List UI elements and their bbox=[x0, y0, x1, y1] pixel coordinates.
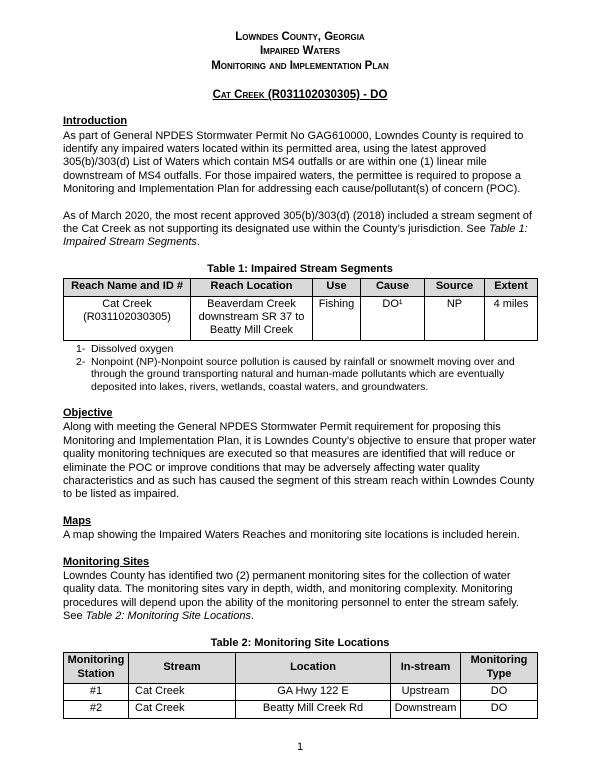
table2-title: Table 2: Monitoring Site Locations bbox=[210, 636, 390, 649]
table1-header-reach-location: Reach Location bbox=[191, 279, 313, 296]
introduction-paragraph-2-text: As of March 2020, the most recent approved 305(b)/303(d) (2018) included a stream segment of the Cat Creek as not supporting its designated use within the County’s jurisdiction. See bbox=[63, 209, 532, 235]
table2-header-monitoring-station: Monitoring Station bbox=[64, 653, 129, 684]
table2-cell-type-2: DO bbox=[461, 701, 538, 718]
header-line-plan: Monitoring and Implementation Plan bbox=[211, 59, 389, 72]
document-title-text: Cat Creek (R031102030305) - DO bbox=[212, 89, 388, 102]
objective-paragraph: Along with meeting the General NPDES Stormwater Permit requirement for proposing this Monitoring and Implementation Plan, it is Lowndes County’s objective to ensure that proper water quality monitoring techniques are executed so that measures are identified that will reduce or eliminate the POC or improve conditions that may be adversely affecting water quality characteristics and as such has caused the segment of this stream reach within Lowndes County to be listed as impaired. bbox=[63, 421, 537, 501]
table1-header-reach-name: Reach Name and ID # bbox=[64, 279, 191, 296]
table1-cell-reach-name: Cat Creek (R031102030305) bbox=[64, 296, 191, 340]
page-number: 1 bbox=[296, 741, 304, 754]
footnote-2 bbox=[76, 356, 537, 394]
table2-header-location: Location bbox=[236, 653, 391, 684]
table1-header-source: Source bbox=[425, 279, 485, 296]
table2-row-2 bbox=[64, 701, 538, 718]
table2-row-1 bbox=[64, 683, 538, 700]
header-line-impaired-waters: Impaired Waters bbox=[259, 45, 341, 58]
maps-paragraph: A map showing the Impaired Waters Reaches and monitoring site locations is included herein. bbox=[63, 529, 520, 542]
table1-header-row bbox=[64, 279, 538, 296]
table1-header-cause: Cause bbox=[361, 279, 425, 296]
footnote-1 bbox=[76, 343, 537, 356]
introduction-heading: Introduction bbox=[63, 115, 128, 128]
table2-header-stream: Stream bbox=[129, 653, 236, 684]
monitoring-sites-paragraph-end: . bbox=[250, 610, 255, 623]
table2-cell-stream-1: Cat Creek bbox=[129, 683, 236, 700]
introduction-paragraph-2 bbox=[63, 210, 537, 250]
table2-header-row bbox=[64, 653, 538, 684]
table1-header-extent: Extent bbox=[485, 279, 538, 296]
table2-cell-station-1: #1 bbox=[64, 683, 129, 700]
section-introduction bbox=[63, 115, 537, 250]
table2-cell-location-2: Beatty Mill Creek Rd bbox=[236, 701, 391, 718]
table1-footnotes bbox=[76, 343, 537, 394]
section-maps bbox=[63, 515, 537, 543]
table1-cell-extent: 4 miles bbox=[485, 296, 538, 340]
table1-cell-cause: DO¹ bbox=[361, 296, 425, 340]
table2-cell-stream-2: Cat Creek bbox=[129, 701, 236, 718]
objective-heading: Objective bbox=[63, 407, 113, 420]
section-monitoring-sites bbox=[63, 556, 537, 624]
table1-row-cat-creek bbox=[64, 296, 538, 340]
monitoring-sites-paragraph-text: Lowndes County has identified two (2) permanent monitoring sites for the collection of water quality data. The monitoring sites vary in depth, width, and monitoring complexity. Monitoring procedures will depend upon the ability of the monitoring personnel to enter the stream safely. See bbox=[63, 570, 519, 623]
footnote-2-marker: 2- bbox=[76, 355, 86, 368]
table2-cell-in-stream-1: Upstream bbox=[391, 683, 461, 700]
footnote-1-marker: 1- bbox=[76, 342, 86, 355]
monitoring-sites-heading: Monitoring Sites bbox=[63, 555, 150, 568]
footnote-2-text: Nonpoint (NP)-Nonpoint source pollution is caused by rainfall or snowmelt moving over and through the ground transporting natural and human-made pollutants which are eventually deposited into lakes, rivers, wetlands, coastal waters, and groundwaters. bbox=[91, 355, 515, 394]
table1-cell-reach-location: Beaverdam Creek downstream SR 37 to Beatty Mill Creek bbox=[191, 296, 313, 340]
footnote-1-text: Dissolved oxygen bbox=[91, 342, 174, 355]
table1-cell-source: NP bbox=[425, 296, 485, 340]
document-header bbox=[63, 30, 537, 73]
table2-cell-location-1: GA Hwy 122 E bbox=[236, 683, 391, 700]
table1-header-use: Use bbox=[313, 279, 361, 296]
introduction-paragraph-1: As part of General NPDES Stormwater Permit No GAG610000, Lowndes County is required to identify any impaired waters located within its permitted area, using the latest approved 305(b)/303(d) List of Waters which contain MS4 outfalls or are within one (1) linear mile downstream of MS4 outfalls. For those impaired waters, the permittee is required to propose a Monitoring and Implementation Plan for addressing each cause/pollutant(s) of concern (POC). bbox=[63, 129, 524, 196]
section-objective bbox=[63, 407, 537, 502]
header-line-county: Lowndes County, Georgia bbox=[235, 31, 365, 43]
table2-monitoring-site-locations bbox=[63, 652, 538, 719]
table2-header-monitoring-type: Monitoring Type bbox=[461, 653, 538, 684]
maps-heading: Maps bbox=[63, 514, 92, 527]
monitoring-sites-paragraph bbox=[63, 570, 537, 624]
document-title bbox=[63, 88, 537, 102]
table1-cell-use: Fishing bbox=[313, 296, 361, 340]
table2-cell-in-stream-2: Downstream bbox=[391, 701, 461, 718]
table2-header-in-stream: In-stream bbox=[391, 653, 461, 684]
table1-title: Table 1: Impaired Stream Segments bbox=[207, 262, 393, 275]
table2-cell-type-1: DO bbox=[461, 683, 538, 700]
table1-reference: Table 1: Impaired Stream Segments bbox=[63, 222, 528, 249]
table1-impaired-stream-segments bbox=[63, 278, 538, 341]
table2-cell-station-2: #2 bbox=[64, 701, 129, 718]
introduction-paragraph-2-end: . bbox=[196, 236, 200, 249]
table2-reference: Table 2: Monitoring Site Locations bbox=[85, 610, 251, 623]
